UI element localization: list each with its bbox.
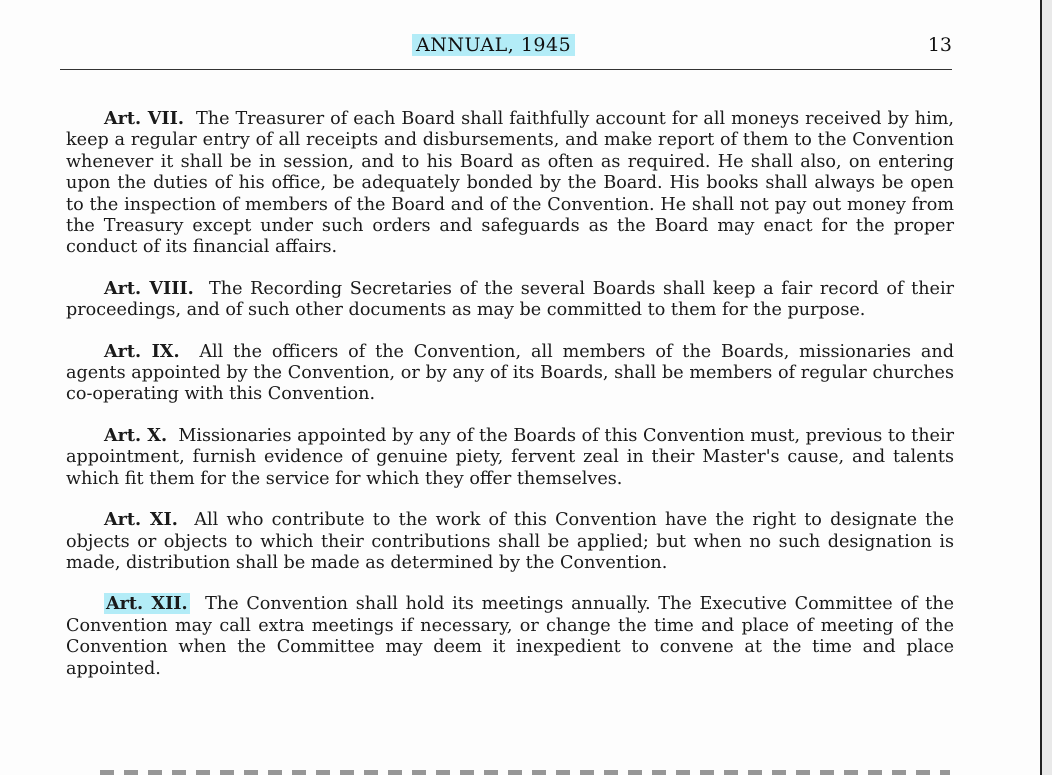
article-vii — [66, 108, 954, 259]
page-header — [62, 34, 952, 64]
article-xi — [66, 509, 954, 574]
article-x — [66, 425, 954, 490]
article-label: Art. XI. — [104, 509, 178, 531]
page-number: 13 — [927, 34, 952, 56]
article-text: The Treasurer of each Board shall faithfully account for all moneys received by him, keep a regular entry of all receipts and disbursements, and make report of them to the Convention whenever it shall be in session, and to his Board as often as required. He shall also, on entering upon the duties of his office, be adequately bonded by the Board. His books shall always be open to the inspection of members of the Board and of the Convention. He shall not pay out money from the Treasury except under such orders and safeguards as the Board may enact for the proper conduct of its financial affairs. — [66, 109, 954, 258]
running-title: ANNUAL, 1945 — [412, 34, 575, 56]
article-label-highlighted: Art. XII. — [106, 593, 188, 615]
article-label: Art. X. — [104, 424, 168, 446]
article-text: The Recording Secretaries of the several Boards shall keep a fair record of their proceedings, and of such other documents as may be committed to them for the purpose. — [66, 278, 955, 321]
article-text: The Convention shall hold its meetings annually. The Executive Committee of the Convention may call extra meetings if necessary, or change the time and place of meeting of the Convention when the Committee may deem it inexpedient to convene at the time and place appointed. — [66, 594, 954, 679]
article-xii — [66, 593, 954, 680]
article-label: Art. IX. — [104, 340, 180, 362]
article-text: All the officers of the Convention, all members of the Boards, missionaries and agents appointed by the Convention, or by any of its Boards, shall be members of regular churches co-operating with this Convention. — [66, 341, 954, 405]
article-ix — [66, 341, 954, 406]
cut-off-next-line — [100, 770, 950, 775]
article-viii — [66, 278, 954, 322]
article-text: All who contribute to the work of this Convention have the right to designate the objects or objects to which their contributions shall be applied; but when no such designation is made, distribution shall be made as determined by the Convention. — [66, 510, 954, 573]
article-text: Missionaries appointed by any of the Boards of this Convention must, previous to their appointment, furnish evidence of genuine piety, fervent zeal in their Master's cause, and talents which fit them for the service for which they offer themselves. — [66, 425, 954, 489]
viewer-edge — [1040, 0, 1052, 775]
document-body — [66, 108, 954, 699]
header-rule — [60, 69, 952, 70]
article-label: Art. VII. — [104, 108, 184, 129]
article-label: Art. VIII. — [104, 277, 194, 299]
